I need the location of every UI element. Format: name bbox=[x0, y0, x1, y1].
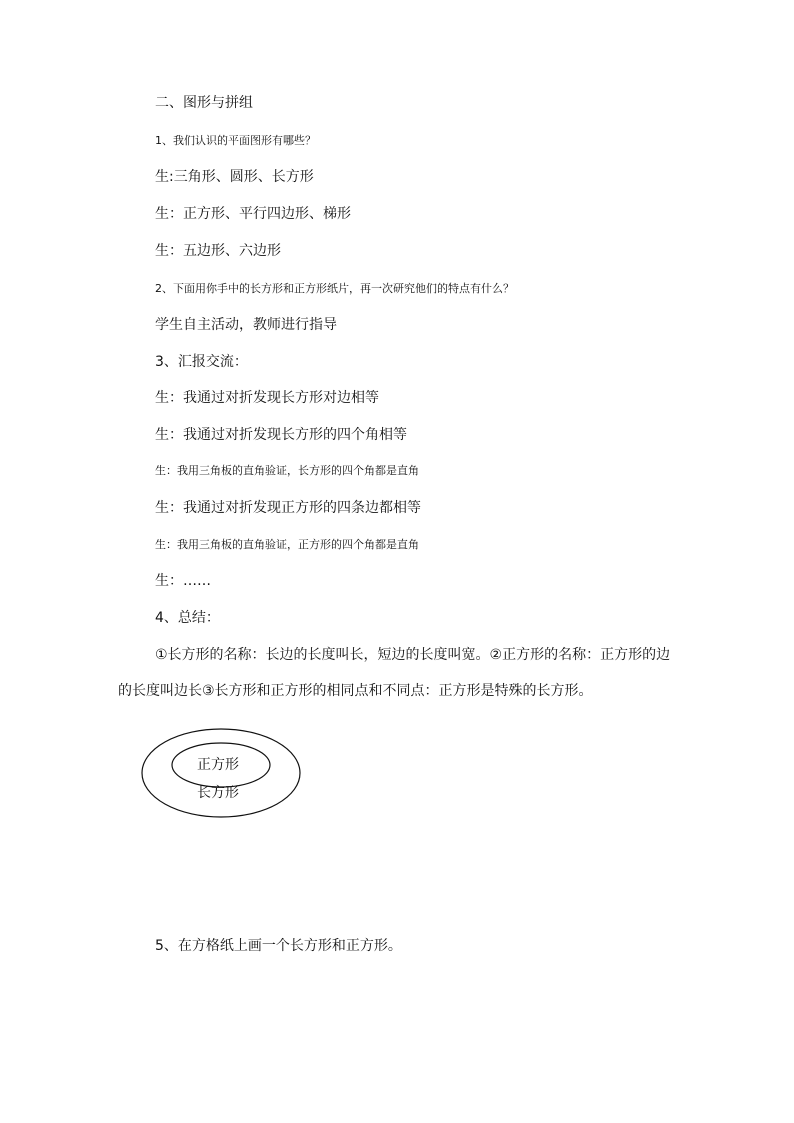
answer-2: 生：正方形、平行四边形、梯形 bbox=[155, 206, 351, 222]
inner-label: 正方形 bbox=[197, 757, 239, 773]
answer-1: 生:三角形、圆形、长方形 bbox=[155, 169, 314, 185]
report-1: 生：我通过对折发现长方形对边相等 bbox=[155, 390, 379, 406]
report-2: 生：我通过对折发现长方形的四个角相等 bbox=[155, 427, 407, 443]
report-4: 生：我通过对折发现正方形的四条边都相等 bbox=[155, 500, 421, 516]
outer-ellipse bbox=[142, 729, 300, 817]
question-5: 5、在方格纸上画一个长方形和正方形。 bbox=[155, 938, 402, 954]
section-title: 二、图形与拼组 bbox=[155, 95, 253, 111]
summary-line-1: ①长方形的名称：长边的长度叫长，短边的长度叫宽。②正方形的名称：正方形的边 bbox=[155, 647, 671, 663]
answer-3: 生：五边形、六边形 bbox=[155, 243, 281, 259]
summary-line-2: 的长度叫边长③长方形和正方形的相同点和不同点：正方形是特殊的长方形。 bbox=[118, 683, 593, 699]
question-2: 2、下面用你手中的长方形和正方形纸片，再一次研究他们的特点有什么？ bbox=[155, 282, 514, 295]
outer-label: 长方形 bbox=[197, 785, 239, 801]
activity-note: 学生自主活动，教师进行指导 bbox=[155, 317, 337, 333]
set-diagram bbox=[140, 727, 302, 819]
set-diagram-svg bbox=[140, 727, 302, 819]
heading-3: 3、汇报交流： bbox=[155, 354, 248, 370]
question-1: 1、我们认识的平面图形有哪些？ bbox=[155, 134, 316, 147]
report-5: 生：我用三角板的直角验证，正方形的四个角都是直角 bbox=[155, 538, 419, 551]
heading-4: 4、总结： bbox=[155, 610, 220, 626]
report-6: 生：…… bbox=[155, 573, 211, 589]
report-3: 生：我用三角板的直角验证，长方形的四个角都是直角 bbox=[155, 464, 419, 477]
